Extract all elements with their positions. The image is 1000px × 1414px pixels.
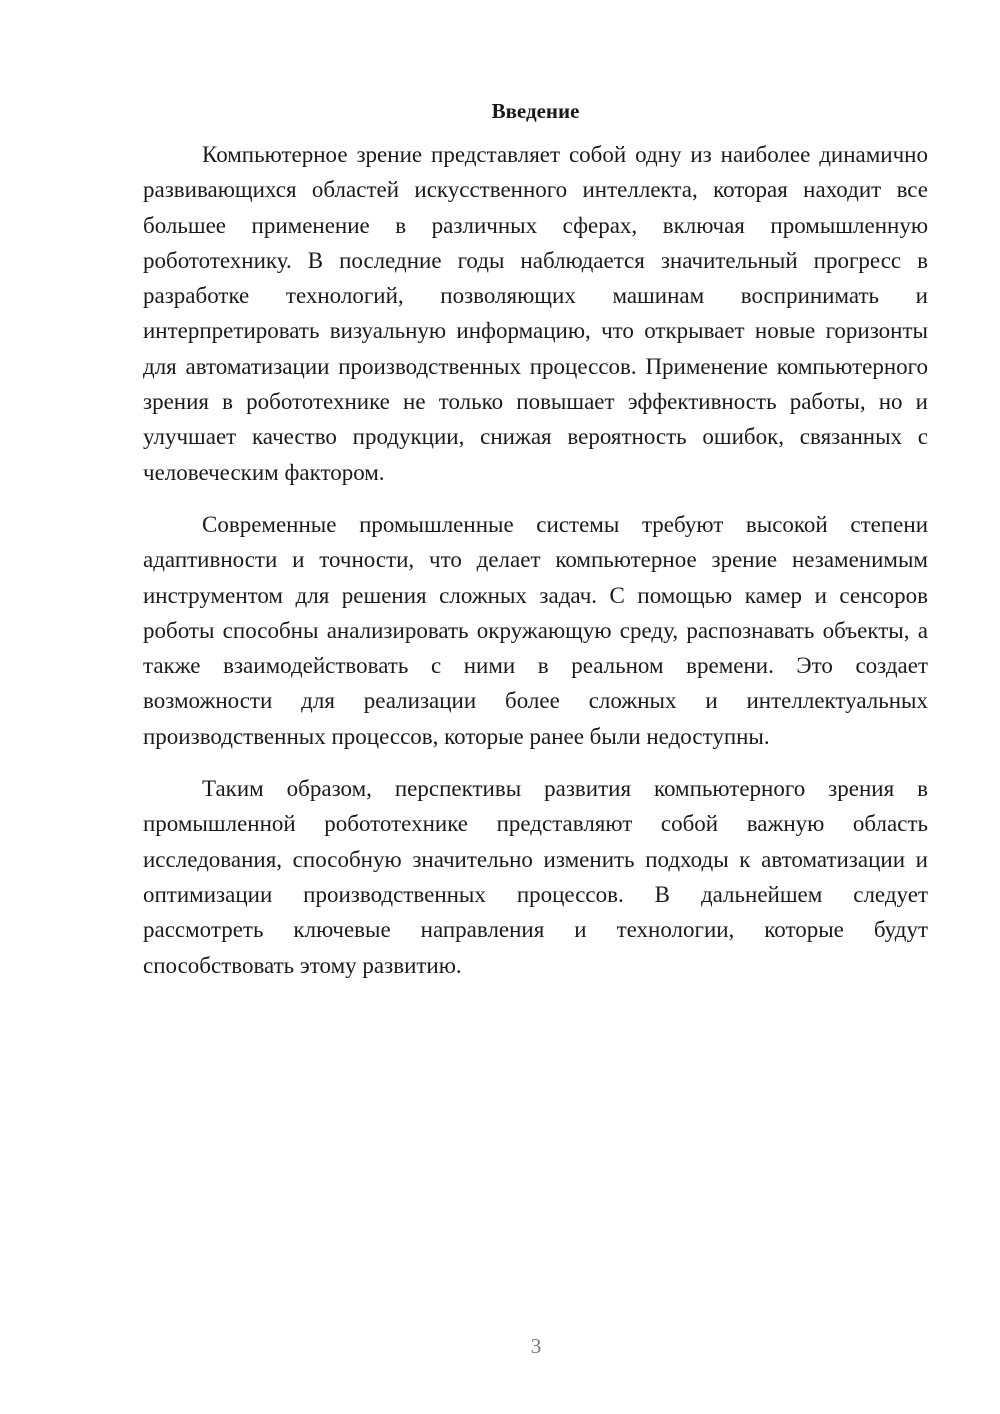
page-number: 3 — [530, 1334, 542, 1358]
paragraph-1: Компьютерное зрение представляет собой одну из наиболее динамично развивающихся областей искусственного интеллекта, которая находит все большее применение в различных сферах, включая промышленную робототехнику. В последние годы наблюдается значительный прогресс в разработке технологий, позволяющих машинам воспринимать и интерпретировать визуальную информацию, что открывает новые горизонты для автоматизации производственных процессов. Применение компьютерного зрения в робототехнике не только повышает эффективность работы, но и улучшает качество продукции, снижая вероятность ошибок, связанных с человеческим фактором. — [143, 142, 928, 485]
paragraph-3: Таким образом, перспективы развития компьютерного зрения в промышленной робототехнике представляют собой важную область исследования, способную значительно изменить подходы к автоматизации и оптимизации производственных процессов. В дальнейшем следует рассмотреть ключевые направления и технологии, которые будут способствовать этому развитию. — [143, 776, 928, 978]
page-content — [143, 96, 928, 983]
paragraph-2: Современные промышленные системы требуют высокой степени адаптивности и точности, что делает компьютерное зрение незаменимым инструментом для решения сложных задач. С помощью камер и сенсоров роботы способны анализировать окружающую среду, распознавать объекты, а также взаимодействовать с ними в реальном времени. Это создает возможности для реализации более сложных и интеллектуальных производственных процессов, которые ранее были недоступны. — [143, 511, 928, 749]
section-title: Введение — [491, 99, 580, 123]
